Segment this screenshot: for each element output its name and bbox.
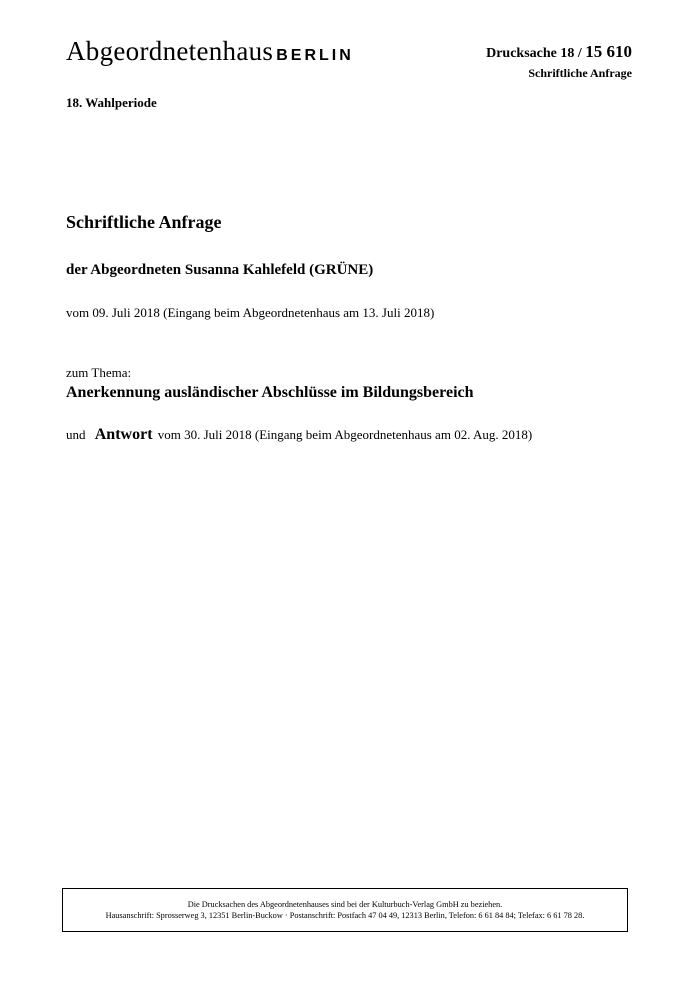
topic-label: zum Thema: — [66, 365, 132, 380]
document-type: Schriftliche Anfrage — [528, 66, 632, 80]
answer-date-text: vom 30. Juli 2018 (Eingang beim Abgeordnetenhaus am 02. Aug. 2018) — [157, 427, 533, 442]
address-line: Hausanschrift: Sprosserweg 3, 12351 Berlin-Buckow · Postanschrift: Postfach 47 04 49, 12313 Berlin, Telefon: 6 61 84 84; Telefax: 6 61 78 28. — [105, 911, 585, 920]
document-reference — [486, 42, 632, 81]
author-line: der Abgeordneten Susanna Kahlefeld (GRÜNE) — [66, 262, 374, 278]
answer-word: Antwort — [94, 426, 153, 443]
topic-title: Anerkennung ausländischer Abschlüsse im Bildungsbereich — [66, 384, 474, 401]
legislative-period: 18. Wahlperiode — [66, 95, 157, 110]
answer-line — [66, 426, 532, 444]
institution-name: Abgeordnetenhaus — [66, 36, 274, 66]
document-number-value: 15 610 — [585, 42, 632, 61]
document-number — [486, 42, 632, 62]
masthead-logo — [66, 36, 354, 67]
publisher-info-box — [62, 888, 628, 932]
institution-city: BERLIN — [276, 47, 354, 64]
document-title: Schriftliche Anfrage — [66, 212, 222, 232]
answer-prefix: und — [66, 427, 86, 442]
submission-date-line: vom 09. Juli 2018 (Eingang beim Abgeordnetenhaus am 13. Juli 2018) — [66, 305, 435, 320]
document-number-prefix: Drucksache 18 / — [486, 46, 582, 61]
publisher-info-line: Die Drucksachen des Abgeordnetenhauses sind bei der Kulturbuch-Verlag GmbH zu beziehen. — [187, 900, 503, 909]
